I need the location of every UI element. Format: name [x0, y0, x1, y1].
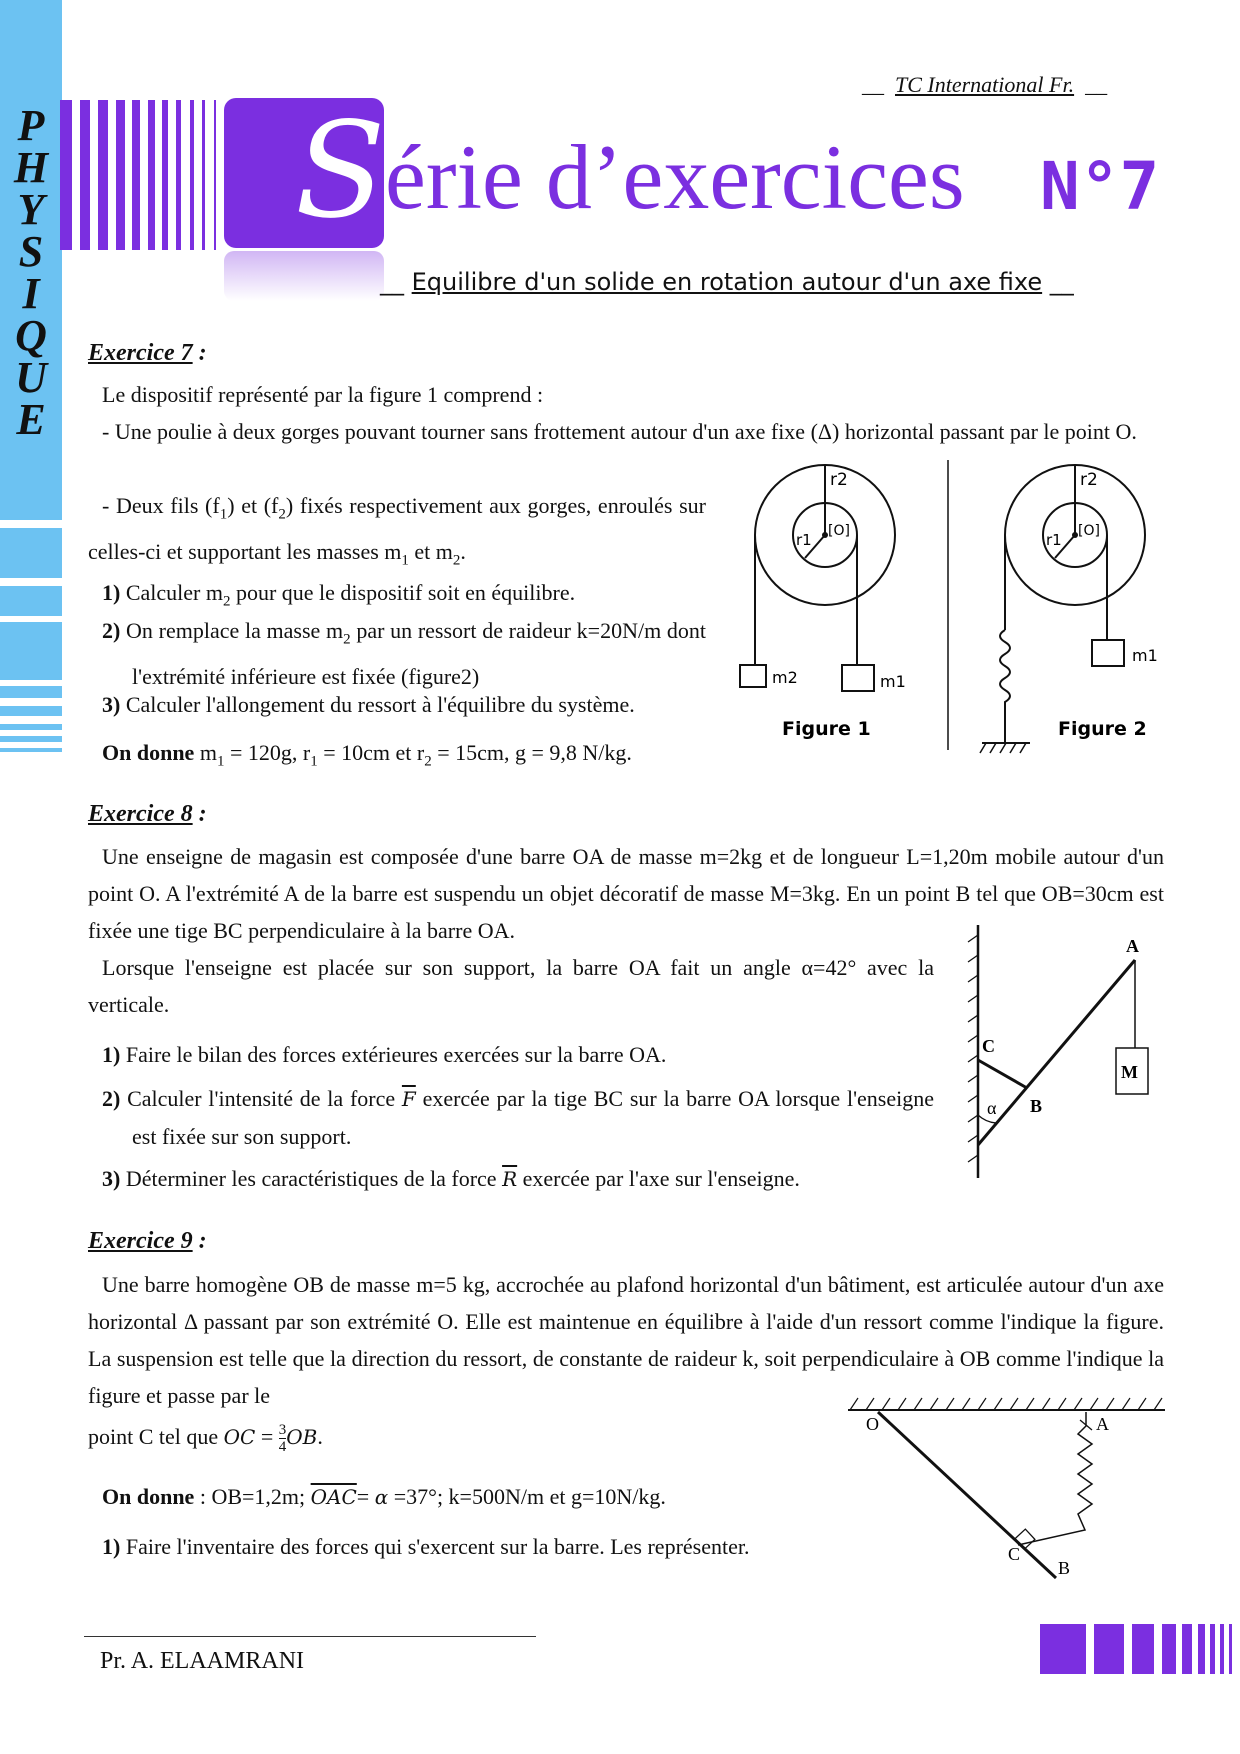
- ex7-intro: Le dispositif représenté par la figure 1 comprend :: [102, 382, 544, 407]
- footer-bars-decoration: [1040, 1622, 1240, 1678]
- footer-author: Pr. A. ELAAMRANI: [100, 1648, 305, 1674]
- fig2-label-m1: m1: [1132, 646, 1158, 665]
- ex8-paragraph-2: Lorsque l'enseigne est placée sur son support, la barre OA fait un angle α=42° avec la verticale.: [88, 955, 934, 1017]
- subject-vertical-word: P H Y S I Q U E: [13, 101, 49, 444]
- figure-1-caption: Figure 1: [782, 718, 871, 740]
- ex7-given-data: On donne $m_1 = 120g$, $r_1 = 10cm$ et $r_2 = 15cm$, g = 9,8 N/kg.: [102, 740, 632, 770]
- exercise-9-title: Exercice 9 :: [88, 1228, 207, 1254]
- ex9-label-b: B: [1058, 1558, 1071, 1578]
- ex7-question-1: 1) Calculer $m_2$ pour que le dispositif soit en équilibre.: [102, 580, 576, 610]
- figure-2-pulley-spring: [980, 465, 1145, 753]
- page-subtitle: __ Equilibre d'un solide en rotation autour d'un axe fixe __: [380, 268, 1074, 296]
- header-bars-decoration: [60, 96, 230, 256]
- school-name: __ TC International Fr. __: [862, 72, 1108, 97]
- ex8-label-alpha: α: [987, 1098, 997, 1118]
- ex9-label-a: A: [1096, 1414, 1109, 1434]
- fig2-label-r1: r1: [1046, 531, 1062, 549]
- ex9-label-c: C: [1008, 1544, 1021, 1564]
- ex8-label-a: A: [1126, 936, 1139, 956]
- ex8-question-2: 2) Calculer l'intensité de la force $\overline{F}$ exercée par la tige BC sur la barre OA lorsque l'enseigne est fixée sur son support.: [102, 1086, 934, 1149]
- fig2-label-r2: r2: [1080, 470, 1098, 490]
- fig1-label-r1: r1: [796, 531, 812, 549]
- series-number: N°7: [1040, 148, 1160, 225]
- ex8-label-c: C: [982, 1036, 995, 1056]
- fig1-label-m1: m1: [880, 672, 906, 691]
- ex8-label-m: M: [1121, 1062, 1138, 1082]
- fig1-label-r2: r2: [830, 470, 848, 490]
- fig2-label-o: [O]: [1078, 523, 1100, 539]
- sidebar-stripe: [0, 622, 62, 680]
- ex9-given-data: On donne : OB=1,2m; $\overline{OAC}= \alpha =37^\circ$; k=500N/m et g=10N/kg.: [102, 1484, 666, 1509]
- ex8-label-b: B: [1030, 1096, 1043, 1116]
- sidebar-stripe: [0, 706, 62, 716]
- fig1-label-m2: m2: [772, 668, 798, 687]
- sidebar-stripe: [0, 528, 62, 578]
- ex8-question-1: 1) Faire le bilan des forces extérieures exercées sur la barre OA.: [102, 1042, 667, 1067]
- sidebar-stripe: [0, 724, 62, 730]
- sidebar-stripe: [0, 748, 62, 752]
- ex9-paragraph-2: point C tel que OC = $\frac{3}{4}$ OB.: [88, 1422, 323, 1456]
- exercise-7-title: Exercice 7 :: [88, 340, 207, 366]
- ex7-item-1: - Une poulie à deux gorges pouvant tourner sans frottement autour d'un axe fixe (Δ) horizontal passant par le point O.: [102, 419, 1137, 444]
- sidebar-stripe: [0, 736, 62, 742]
- ex8-paragraph-1: Une enseigne de magasin est composée d'une barre OA de masse m=2kg et de longueur L=1,20m mobile autour d'un point O. A l'extrémité A de la barre est suspendu un objet décoratif de masse M=3kg. En un point B tel que OB=30cm est fixée une tige BC perpendiculaire à la barre OA.: [88, 844, 1164, 943]
- title-initial: S: [295, 94, 386, 248]
- ex9-bar-figure: [840, 1390, 1170, 1590]
- ex9-label-o: O: [866, 1414, 879, 1434]
- ex7-item-2: - Deux fils $(f_1)$ et $(f_2)$ fixés respectivement aux gorges, enroulés sur celles-ci et supportant les masses $m_1$ et $m_2$.: [88, 493, 707, 569]
- ex9-paragraph-1: Une barre homogène OB de masse m=5 kg, accrochée au plafond horizontal d'un bâtiment, est articulée autour d'un axe horizontal Δ passant par son extrémité O. Elle est maintenue en équilibre à l'aide d'un ressort comme l'indique la figure. La suspension est telle que la direction du ressort, de constante de raideur k, soit perpendiculaire à OB comme l'indique la figure et passe par le: [88, 1272, 1164, 1408]
- ex7-question-3: 3) Calculer l'allongement du ressort à l'équilibre du système.: [102, 692, 635, 717]
- fig1-label-o: [O]: [828, 523, 850, 539]
- page-title: érie d’exercices: [385, 126, 965, 228]
- figure-2-caption: Figure 2: [1058, 718, 1147, 740]
- sidebar-stripe: [0, 586, 62, 616]
- figure-1-pulley: [740, 465, 895, 691]
- sidebar-stripe: [0, 686, 62, 698]
- footer-rule: [84, 1636, 536, 1637]
- ex8-question-3: 3) Déterminer les caractéristiques de la force $\overline{R}$ exercée par l'axe sur l'enseigne.: [102, 1166, 800, 1191]
- ex8-sign-figure: [950, 920, 1139, 1185]
- exercise-8-title: Exercice 8 :: [88, 801, 207, 827]
- ex7-figures: [730, 455, 1170, 760]
- ex7-question-2: 2) On remplace la masse $m_2$ par un ressort de raideur k=20N/m dont l'extrémité inférieure est fixée (figure2): [102, 618, 706, 690]
- ex9-question-1: 1) Faire l'inventaire des forces qui s'exercent sur la barre. Les représenter.: [102, 1534, 750, 1559]
